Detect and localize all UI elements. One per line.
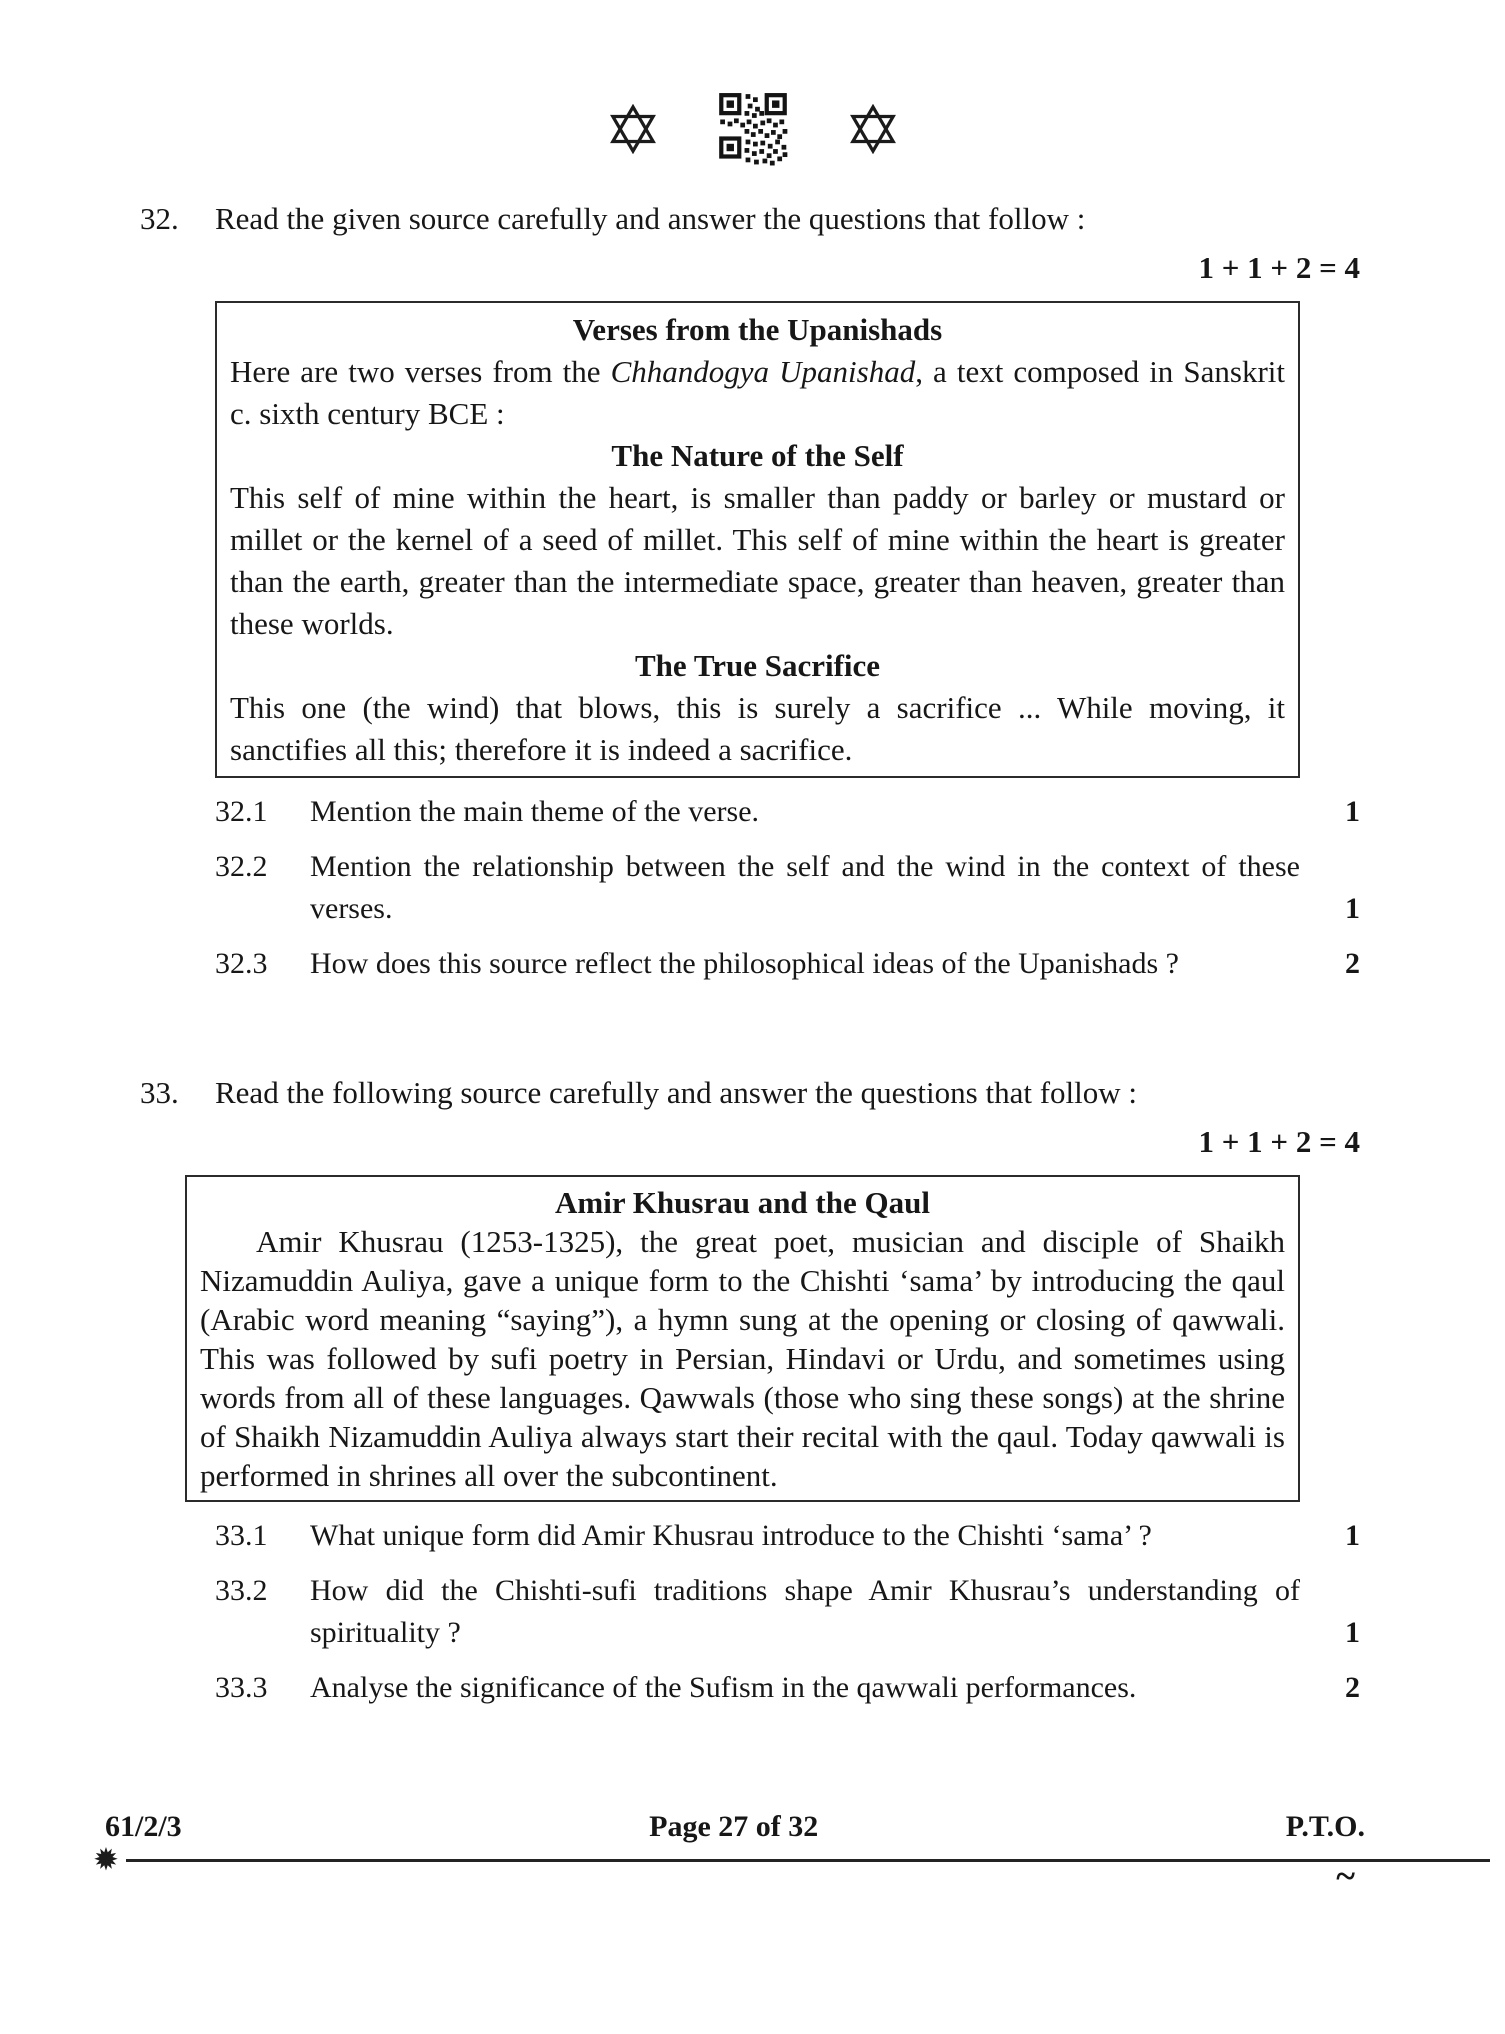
marks-scheme: 1 + 1 + 2 = 4 (1198, 1124, 1360, 1159)
subquestions-32 (215, 791, 1360, 985)
qr-code-icon (718, 92, 788, 166)
subquestion-text: Analyse the significance of the Sufism in the qawwali performances. (310, 1671, 1137, 1704)
horizontal-rule (126, 1859, 1490, 1862)
question-32-heading (140, 198, 1360, 240)
subquestion-text: How did the Chishti-sufi traditions shape Amir Khusrau’s understanding of spirituality ? (310, 1574, 1300, 1649)
question-number: 33. (140, 1075, 179, 1110)
question-33-block (0, 1072, 1505, 1709)
subquestion-number: 32.1 (215, 795, 268, 828)
subquestion-row (215, 1667, 1360, 1709)
section-heading: The Nature of the Self (611, 438, 904, 473)
subquestion-number: 32.3 (215, 947, 268, 980)
source-title: Amir Khusrau and the Qaul (555, 1185, 930, 1220)
source-title: Verses from the Upanishads (572, 312, 943, 347)
source-box-upanishads (215, 301, 1300, 778)
subquestion-row (215, 846, 1360, 930)
pto-label: P.T.O. (1285, 1810, 1365, 1843)
subquestions-33 (215, 1515, 1360, 1709)
source-box-amir-khusrau (185, 1175, 1300, 1502)
subquestion-text: How does this source reflect the philosophical ideas of the Upanishads ? (310, 947, 1179, 980)
subquestion-row (215, 791, 1360, 833)
source-body: Amir Khusrau (1253-1325), the great poet, musician and disciple of Shaikh Nizamuddin Auliya, gave a unique form to the Chishti ‘sama’ by introducing the qaul (Arabic word meaning “saying”), a hymn sung at the opening or closing of qawwali. This was followed by sufi poetry in Persian, Hindavi or Urdu, and sometimes using words from all of these languages. Qawwals (those who sing these songs) at the shrine of Shaikh Nizamuddin Auliya always start their recital with the qaul. Today qawwali is performed in shrines all over the subcontinent. (200, 1224, 1285, 1493)
star-of-david-icon (610, 104, 656, 154)
star-of-david-icon (850, 104, 896, 154)
subquestion-marks: 1 (1345, 1616, 1360, 1649)
subquestion-number: 33.3 (215, 1671, 268, 1704)
subquestion-marks: 1 (1345, 795, 1360, 828)
question-33-heading (140, 1072, 1360, 1114)
subquestion-text: Mention the main theme of the verse. (310, 795, 760, 828)
subquestion-text: Mention the relationship between the self and the wind in the context of these verses. (310, 850, 1300, 925)
subquestion-marks: 2 (1345, 947, 1360, 980)
subquestion-text: What unique form did Amir Khusrau introduce to the Chishti ‘sama’ ? (310, 1519, 1152, 1552)
section-body: This self of mine within the heart, is smaller than paddy or barley or mustard or millet or the kernel of a seed of millet. This self of mine within the heart is greater than the earth, greater than the intermediate space, greater than heaven, greater than these worlds. (230, 480, 1285, 641)
subquestion-marks: 1 (1345, 892, 1360, 925)
flower-ornament-icon: ✹ (93, 1842, 119, 1878)
question-prompt: Read the given source carefully and answer the questions that follow : (215, 201, 1086, 236)
intro-italic-text: Chhandogya Upanishad (610, 354, 916, 389)
subquestion-row (215, 1570, 1360, 1654)
section-heading: The True Sacrifice (634, 648, 881, 683)
intro-text: , a text composed in Sanskrit c. sixth century BCE : (230, 354, 1285, 431)
subquestion-number: 33.2 (215, 1574, 268, 1607)
question-prompt: Read the following source carefully and answer the questions that follow : (215, 1075, 1137, 1110)
question-number: 32. (140, 201, 179, 236)
section-body: This one (the wind) that blows, this is surely a sacrifice ... While moving, it sanctifies all this; therefore it is indeed a sacrifice. (230, 690, 1285, 767)
tilde-mark: ~ (1336, 1856, 1355, 1896)
subquestion-marks: 2 (1345, 1671, 1360, 1704)
subquestion-number: 33.1 (215, 1519, 268, 1552)
page-number: Page 27 of 32 (649, 1810, 819, 1843)
subquestion-number: 32.2 (215, 850, 268, 883)
subquestion-row (215, 1515, 1360, 1557)
question-32-block (0, 198, 1505, 985)
header-symbols (0, 92, 1505, 166)
marks-scheme: 1 + 1 + 2 = 4 (1198, 250, 1360, 285)
footer (105, 1810, 1365, 1844)
subquestion-row (215, 943, 1360, 985)
paper-code: 61/2/3 (105, 1810, 182, 1843)
intro-text: Here are two verses from the (230, 354, 611, 389)
source-intro (230, 351, 1285, 435)
footer-rule (93, 1842, 1490, 1878)
subquestion-marks: 1 (1345, 1519, 1360, 1552)
